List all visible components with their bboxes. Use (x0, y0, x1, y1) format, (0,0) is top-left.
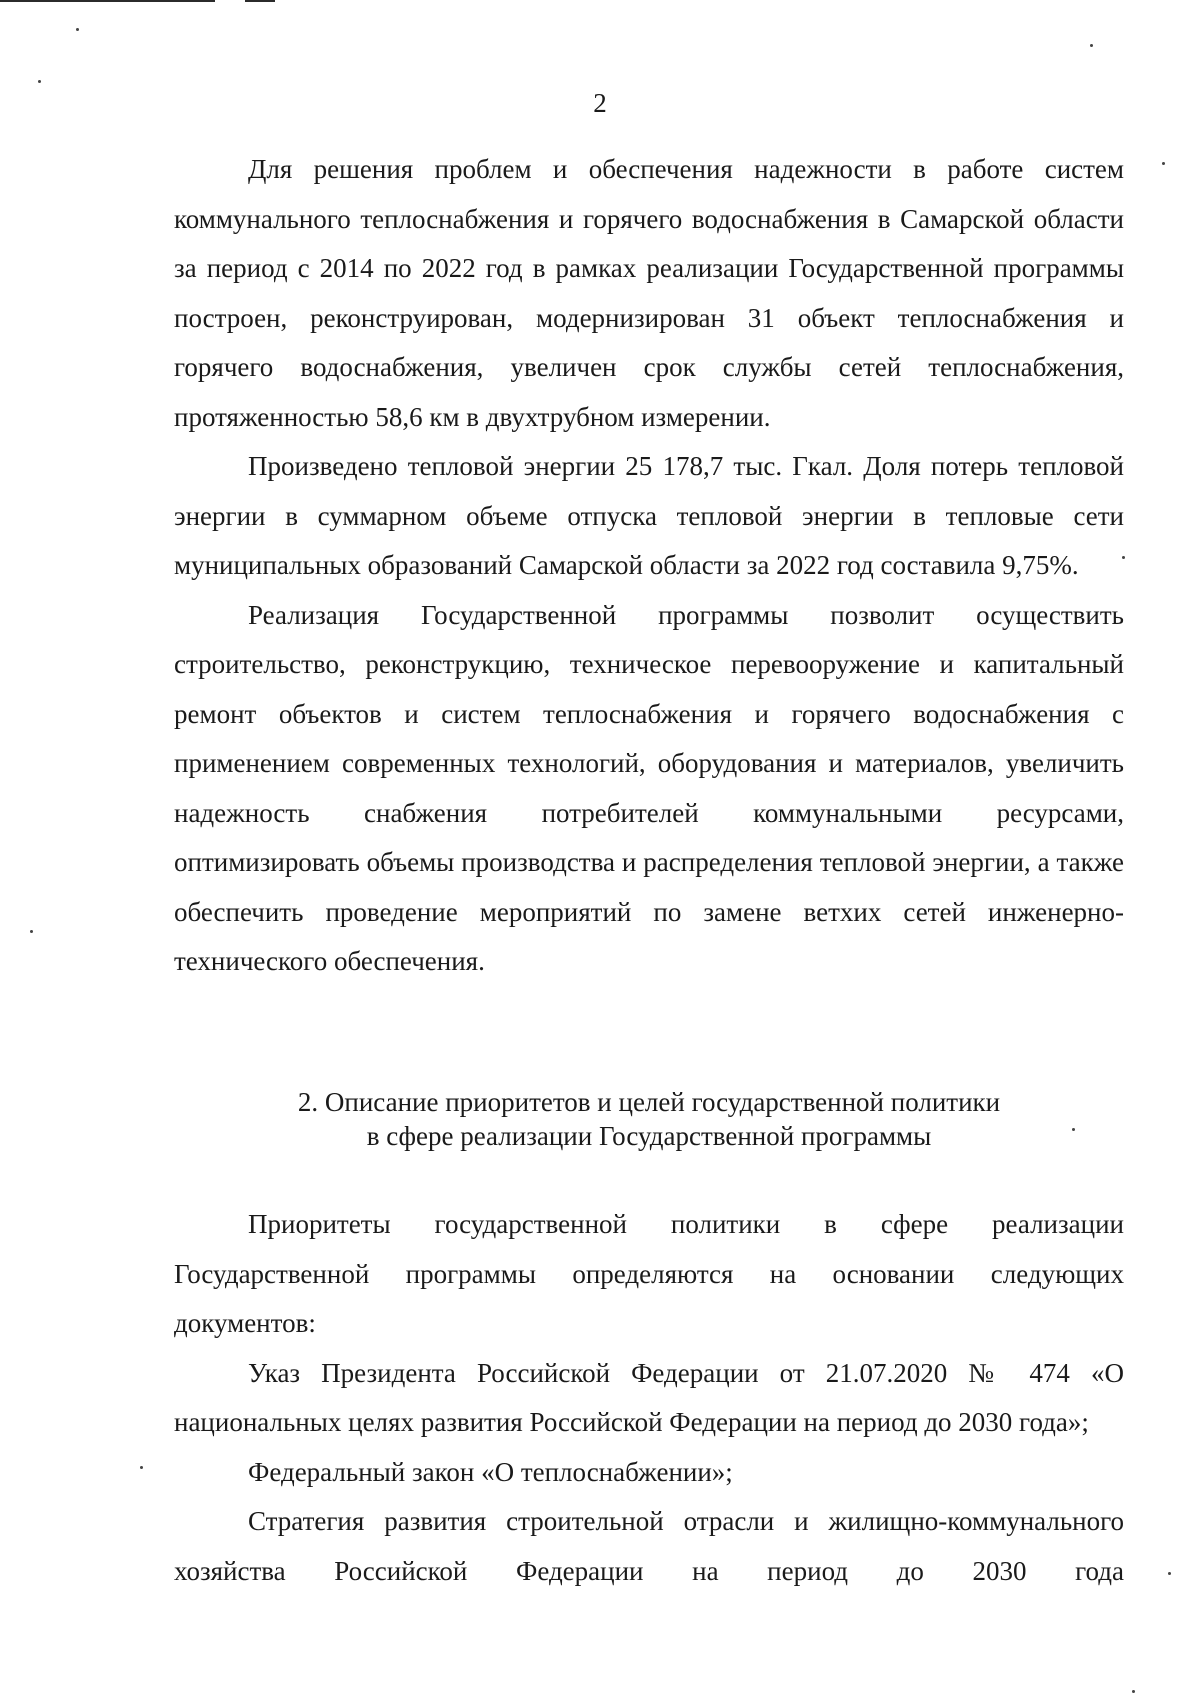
scan-speck (1168, 1572, 1171, 1575)
paragraph: Приоритеты государственной политики в сфере реализации Государственной программы определяются на основании следующих документов: (174, 1209, 1124, 1338)
scan-speck (1132, 1690, 1135, 1693)
scan-speck (140, 1466, 143, 1469)
section-heading-line: в сфере реализации Государственной программы (366, 1121, 932, 1151)
scan-speck (30, 930, 33, 933)
scan-speck (1072, 1128, 1075, 1131)
paragraph: Для решения проблем и обеспечения надежности в работе систем коммунального теплоснабжения и горячего водоснабжения в Самарской области за период с 2014 по 2022 год в рамках реализации Государственной программы построен, реконструирован, модернизирован 31 объект теплоснабжения и горячего водоснабжения, увеличен срок службы сетей теплоснабжения, протяженностью 58,6 км в двухтрубном измерении. (174, 154, 1124, 432)
scan-speck (1122, 556, 1125, 559)
scan-speck (76, 28, 79, 31)
scan-edge-line (0, 0, 215, 2)
page-number: 2 (593, 88, 607, 118)
paragraph: Реализация Государственной программы позволит осуществить строительство, реконструкцию, техническое перевооружение и капитальный ремонт объектов и систем теплоснабжения и горячего водоснабжения с применением современных технологий, оборудования и материалов, увеличить надежность снабжения потребителей коммунальными ресурсами, оптимизировать объемы производства и распределения тепловой энергии, а также обеспечить проведение мероприятий по замене ветхих сетей инженерно-технического обеспечения. (174, 599, 1124, 976)
section-heading (174, 1085, 1124, 1153)
scan-edge-line (245, 0, 275, 2)
scan-speck (1162, 162, 1165, 165)
body-text-bottom (174, 1200, 1124, 1596)
paragraph: Произведено тепловой энергии 25 178,7 тыс. Гкал. Доля потерь тепловой энергии в суммарном объеме отпуска тепловой энергии в тепловые сети муниципальных образований Самарской области за 2022 год составила 9,75%. (174, 451, 1124, 580)
paragraph: Указ Президента Российской Федерации от 21.07.2020 № 474 «О национальных целях развития Российской Федерации на период до 2030 года»; (174, 1357, 1124, 1437)
scan-speck (38, 80, 41, 83)
paragraph: Стратегия развития строительной отрасли и жилищно-коммунального хозяйства Российской Федерации на период до 2030 года (174, 1506, 1124, 1586)
scan-speck (1090, 44, 1093, 47)
body-text-top (174, 145, 1124, 987)
section-heading-line: 2. Описание приоритетов и целей государственной политики (297, 1087, 1001, 1117)
paragraph: Федеральный закон «О теплоснабжении»; (248, 1456, 733, 1487)
